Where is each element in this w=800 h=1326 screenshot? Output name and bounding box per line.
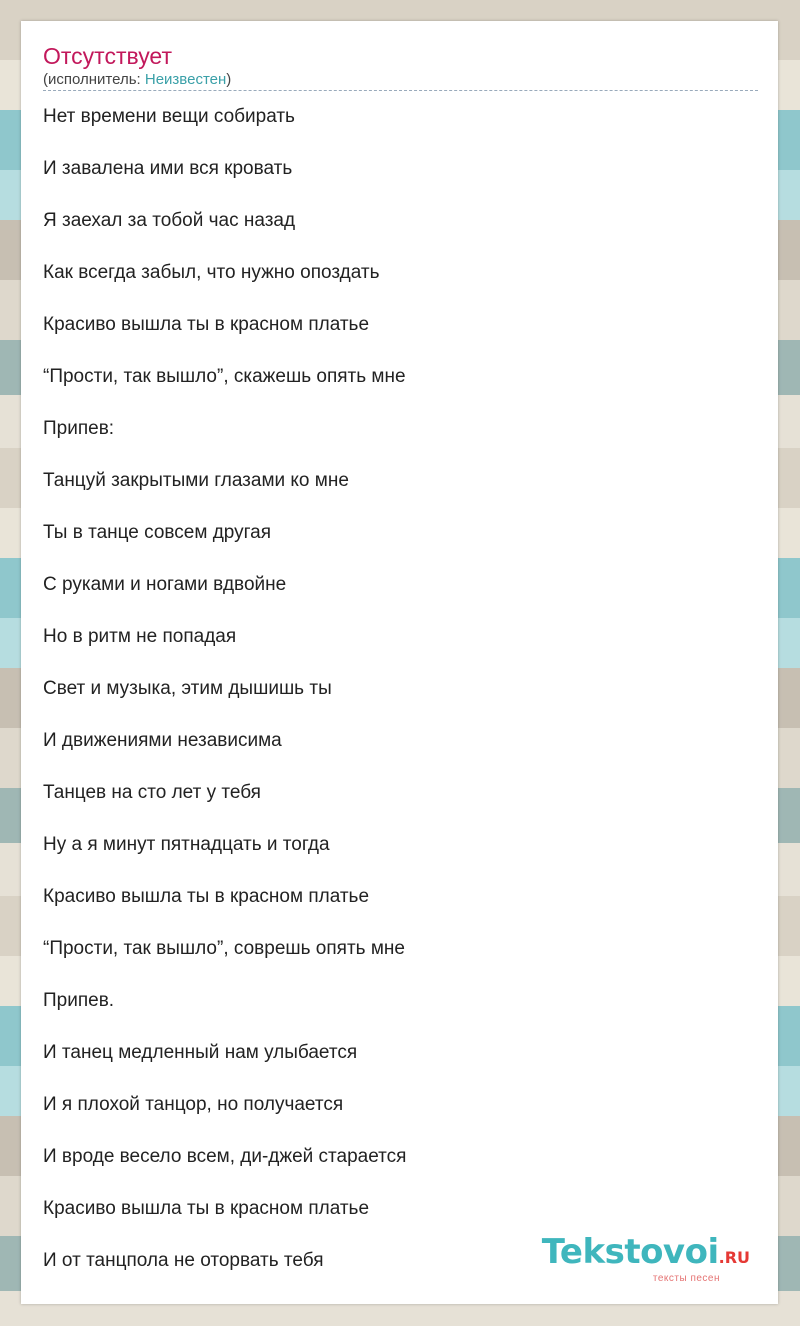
lyric-line: И движениями независима (43, 730, 282, 751)
site-logo[interactable] (541, 1232, 750, 1284)
lyric-line: Танцуй закрытыми глазами ко мне (43, 470, 349, 491)
song-title: Отсутствует (43, 43, 172, 69)
lyric-line: И танец медленный нам улыбается (43, 1042, 358, 1063)
lyric-line: И вроде весело всем, ди-джей старается (43, 1146, 407, 1167)
logo-tagline: тексты песен (652, 1273, 720, 1284)
artist-prefix: (исполнитель: (43, 71, 145, 88)
lyric-line: И завалена ими вся кровать (43, 158, 293, 179)
lyric-line: Как всегда забыл, что нужно опоздать (43, 262, 380, 283)
artist-line (43, 71, 758, 91)
artist-link[interactable]: Неизвестен (144, 71, 227, 88)
lyric-line: “Прости, так вышло”, соврешь опять мне (43, 938, 405, 959)
lyric-line: Я заехал за тобой час назад (43, 210, 296, 231)
logo-name: Tekstovoi (541, 1232, 719, 1272)
lyric-line: Ну а я минут пятнадцать и тогда (43, 834, 330, 855)
lyric-line: “Прости, так вышло”, скажешь опять мне (43, 366, 406, 387)
lyric-line: С руками и ногами вдвойне (43, 574, 287, 595)
lyric-line: Красиво вышла ты в красном платье (43, 886, 370, 907)
lyric-line: Красиво вышла ты в красном платье (43, 314, 370, 335)
lyric-line: Танцев на сто лет у тебя (43, 782, 261, 803)
artist-suffix: ) (226, 71, 232, 88)
lyrics-list (43, 105, 758, 1301)
lyric-line: И я плохой танцор, но получается (43, 1094, 344, 1115)
lyric-line: Свет и музыка, этим дышишь ты (43, 678, 332, 699)
lyric-line: Нет времени вещи собирать (43, 106, 295, 127)
lyric-line: Припев. (43, 990, 115, 1011)
lyrics-card (21, 21, 778, 1304)
lyric-line: Ты в танце совсем другая (43, 522, 272, 543)
logo-wordmark (541, 1232, 750, 1275)
lyric-line: Но в ритм не попадая (43, 626, 237, 647)
lyric-line: Припев: (43, 418, 115, 439)
lyric-line: И от танцпола не оторвать тебя (43, 1250, 324, 1271)
lyric-line: Красиво вышла ты в красном платье (43, 1198, 370, 1219)
song-header (43, 43, 758, 91)
logo-tld: .RU (718, 1248, 750, 1267)
